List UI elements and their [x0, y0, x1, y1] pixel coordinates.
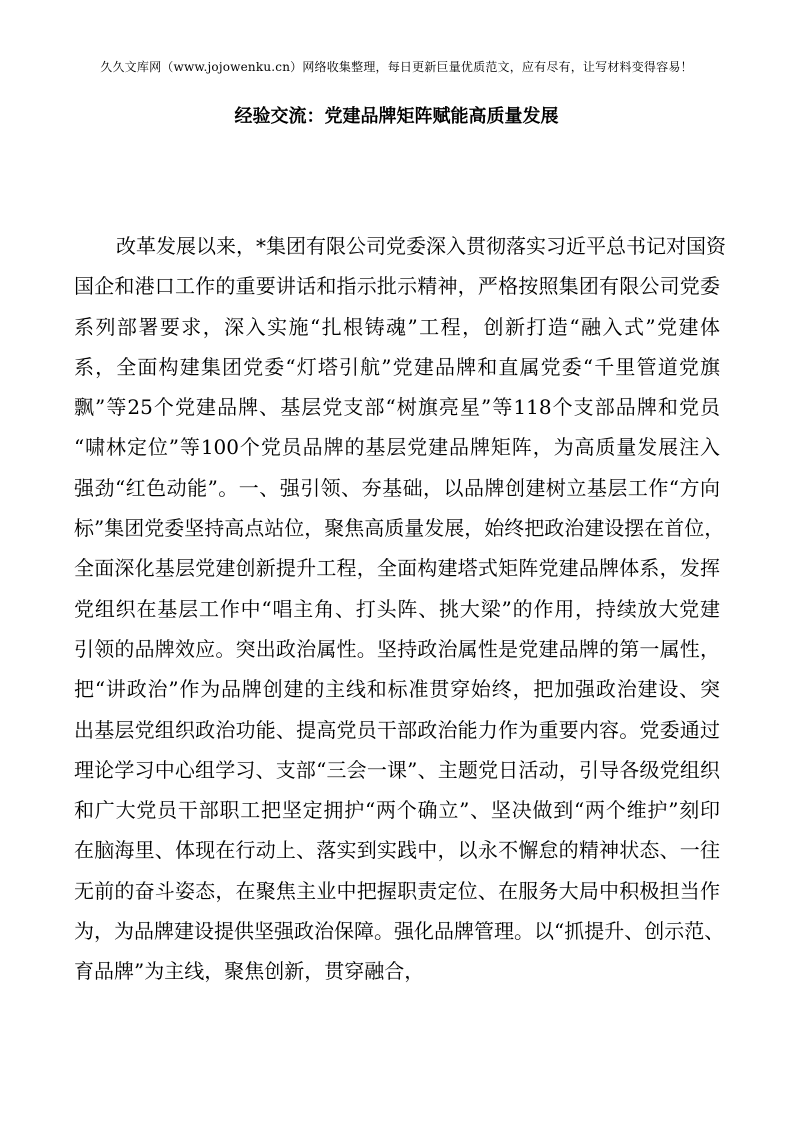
paragraph-line: 为，为品牌建设提供坚强政治保障。强化品牌管理。以“抓提升、创示范、 — [74, 919, 725, 944]
paragraph-line: 国企和港口工作的重要讲话和指示批示精神，严格按照集团有限公司党委 — [74, 274, 720, 299]
paragraph-line: 强劲“红色动能”。一、强引领、夯基础，以品牌创建树立基层工作“方向 — [74, 475, 720, 500]
paragraph-line: 标”集团党委坚持高点站位，聚焦高质量发展，始终把政治建设摆在首位， — [74, 516, 725, 541]
paragraph-line: 改革发展以来，*集团有限公司党委深入贯彻落实习近平总书记对国资 — [116, 234, 726, 258]
paragraph-line: “啸林定位”等100个党员品牌的基层党建品牌矩阵，为高质量发展注入 — [74, 435, 720, 460]
paragraph-line: 育品牌”为主线，聚焦创新，贯穿融合， — [74, 959, 425, 984]
paragraph-line: 党组织在基层工作中“唱主角、打头阵、挑大梁”的作用，持续放大党建 — [74, 596, 720, 621]
paragraph-line: 系列部署要求，深入实施“扎根铸魂”工程，创新打造“融入式”党建体 — [74, 314, 720, 339]
paragraph-line: 全面深化基层党建创新提升工程，全面构建塔式矩阵党建品牌体系，发挥 — [74, 556, 720, 581]
paragraph-line: 无前的奋斗姿态，在聚焦主业中把握职责定位、在服务大局中积极担当作 — [74, 878, 720, 903]
paragraph-line: 出基层党组织政治功能、提高党员干部政治能力作为重要内容。党委通过 — [74, 717, 720, 742]
paragraph-line: 把“讲政治”作为品牌创建的主线和标准贯穿始终，把加强政治建设、突 — [74, 677, 720, 702]
paragraph-line: 飘”等25个党建品牌、基层党支部“树旗亮星”等118个支部品牌和党员 — [74, 395, 720, 420]
paragraph-line: 系，全面构建集团党委“灯塔引航”党建品牌和直属党委“千里管道党旗 — [74, 354, 720, 379]
body-paragraph — [74, 226, 726, 992]
paragraph-line: 理论学习中心组学习、支部“三会一课”、主题党日活动，引导各级党组织 — [74, 757, 720, 782]
document-title: 经验交流：党建品牌矩阵赋能高质量发展 — [234, 106, 559, 127]
paragraph-line: 在脑海里、体现在行动上、落实到实践中，以永不懈怠的精神状态、一往 — [74, 838, 720, 863]
paragraph-line: 引领的品牌效应。突出政治属性。坚持政治属性是党建品牌的第一属性， — [74, 636, 720, 661]
paragraph-line: 和广大党员干部职工把坚定拥护“两个确立”、坚决做到“两个维护”刻印 — [74, 798, 720, 823]
source-note: 久久文库网（www.jojowenku.cn）网络收集整理，每日更新巨量优质范文，应有尽有，让写材料变得容易！ — [100, 60, 693, 74]
